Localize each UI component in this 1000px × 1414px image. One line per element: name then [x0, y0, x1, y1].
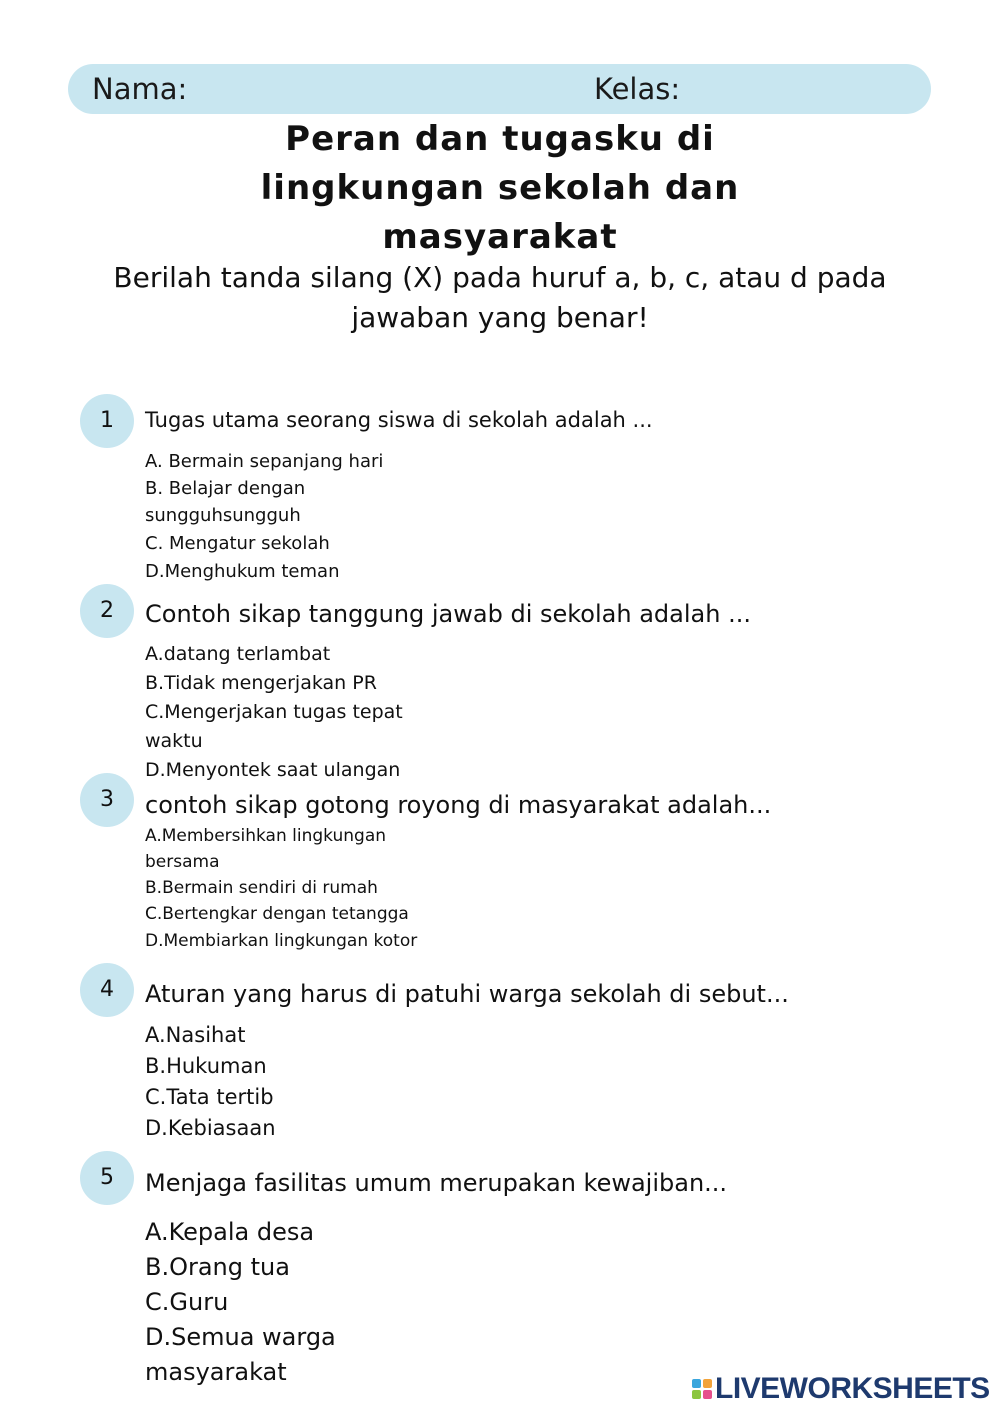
liveworksheets-logo-icon	[692, 1379, 712, 1399]
name-label: Nama:	[92, 72, 188, 106]
logo-square	[703, 1379, 712, 1388]
answer-option-continued[interactable]: masyarakat	[145, 1358, 287, 1386]
worksheet-title	[200, 115, 800, 262]
answer-option[interactable]: D.Semua warga	[145, 1323, 336, 1351]
logo-text: LIVEWORKSHEETS	[715, 1372, 990, 1405]
question-number-badge: 5	[80, 1151, 134, 1205]
answer-option[interactable]: B. Belajar dengan	[145, 478, 306, 499]
answer-option[interactable]: C. Mengatur sekolah	[145, 533, 330, 554]
question-number-badge: 1	[80, 394, 134, 448]
answer-option[interactable]: C.Bertengkar dengan tetangga	[145, 904, 409, 924]
answer-option[interactable]: D.Menyontek saat ulangan	[145, 759, 401, 781]
answer-option[interactable]: B.Tidak mengerjakan PR	[145, 672, 377, 694]
answer-option[interactable]: A.Kepala desa	[145, 1218, 315, 1246]
answer-option[interactable]: B.Orang tua	[145, 1253, 290, 1281]
answer-option-continued[interactable]: sungguhsungguh	[145, 505, 301, 526]
question-number-badge: 2	[80, 584, 134, 638]
title-line: lingkungan sekolah dan	[260, 168, 740, 208]
answer-option[interactable]: D.Membiarkan lingkungan kotor	[145, 931, 418, 951]
logo-square	[692, 1390, 701, 1399]
instruction-text	[80, 258, 920, 338]
answer-option[interactable]: B.Bermain sendiri di rumah	[145, 878, 378, 898]
answer-option-continued[interactable]: waktu	[145, 730, 203, 752]
answer-option[interactable]: B.Hukuman	[145, 1054, 267, 1078]
instruction-line: Berilah tanda silang (X) pada huruf a, b, c, atau d pada	[113, 261, 887, 294]
question-text: contoh sikap gotong royong di masyarakat adalah...	[145, 791, 772, 819]
answer-option[interactable]: A. Bermain sepanjang hari	[145, 451, 384, 472]
question-text: Menjaga fasilitas umum merupakan kewajiban...	[145, 1169, 728, 1197]
answer-option[interactable]: C.Guru	[145, 1288, 229, 1316]
logo-square	[703, 1390, 712, 1399]
answer-option[interactable]: A.datang terlambat	[145, 643, 331, 665]
question-text: Contoh sikap tanggung jawab di sekolah adalah ...	[145, 600, 751, 628]
answer-option[interactable]: C.Tata tertib	[145, 1085, 274, 1109]
question-text: Tugas utama seorang siswa di sekolah adalah ...	[145, 408, 653, 432]
question-text: Aturan yang harus di patuhi warga sekolah di sebut...	[145, 980, 789, 1008]
answer-option-continued[interactable]: bersama	[145, 852, 220, 872]
student-info-bar	[68, 64, 931, 114]
question-number-badge: 3	[80, 773, 134, 827]
class-label: Kelas:	[594, 72, 681, 106]
instruction-line: jawaban yang benar!	[351, 301, 649, 334]
answer-option[interactable]: A.Membersihkan lingkungan	[145, 826, 387, 846]
answer-option[interactable]: D.Kebiasaan	[145, 1116, 276, 1140]
answer-option[interactable]: D.Menghukum teman	[145, 561, 340, 582]
title-line: Peran dan tugasku di	[285, 119, 715, 159]
answer-option[interactable]: C.Mengerjakan tugas tepat	[145, 701, 403, 723]
logo-square	[692, 1379, 701, 1388]
liveworksheets-logo[interactable]	[692, 1372, 990, 1406]
answer-option[interactable]: A.Nasihat	[145, 1023, 246, 1047]
question-number-badge: 4	[80, 963, 134, 1017]
title-line: masyarakat	[382, 217, 618, 257]
